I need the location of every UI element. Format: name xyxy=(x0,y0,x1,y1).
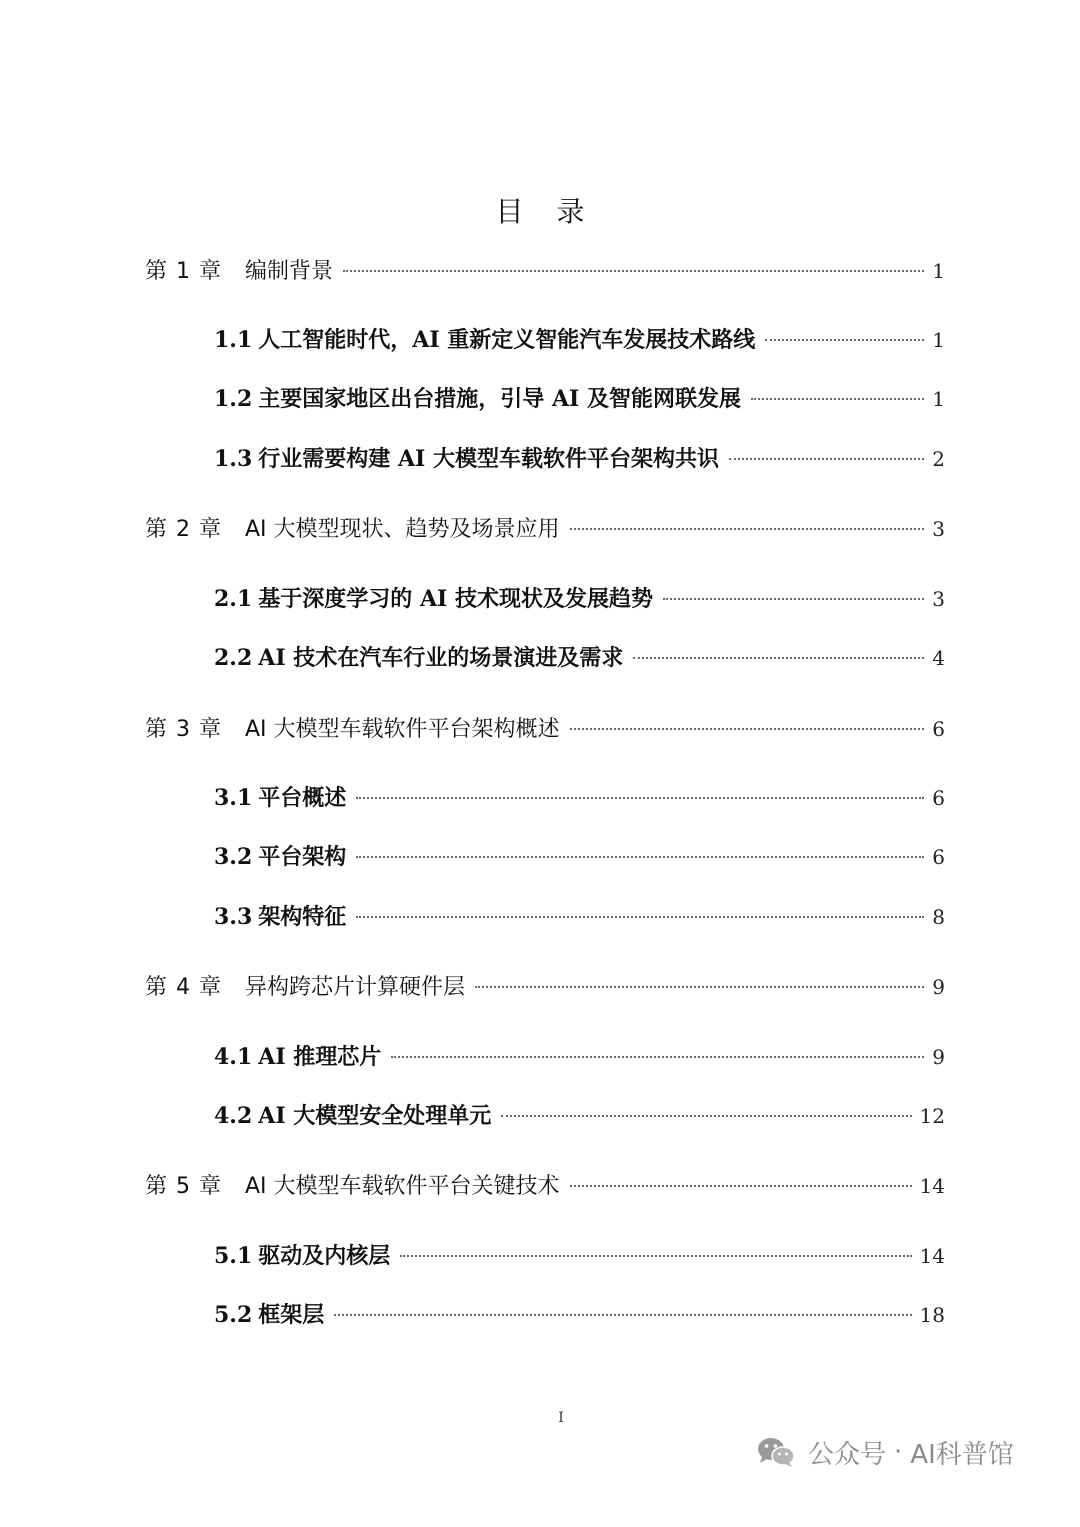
section-title: 行业需要构建 AI 大模型车载软件平台架构共识 xyxy=(258,446,719,472)
dot-leader xyxy=(356,916,924,918)
section-title: 平台概述 xyxy=(258,785,347,811)
dot-leader xyxy=(391,1056,924,1058)
watermark-account-name: AI科普馆 xyxy=(910,1439,1014,1470)
dot-leader xyxy=(570,728,925,730)
page-number: 1 xyxy=(932,387,945,411)
toc-chapter-3[interactable] xyxy=(145,711,945,747)
section-title: 人工智能时代，AI 重新定义智能汽车发展技术路线 xyxy=(258,327,756,353)
dot-leader xyxy=(751,398,924,400)
dot-leader xyxy=(570,528,925,530)
chapter-number: 第 4 章 xyxy=(145,975,222,1000)
chapter-number: 第 1 章 xyxy=(145,259,222,284)
chapter-title: AI 大模型现状、趋势及场景应用 xyxy=(245,517,560,542)
chapter-number: 第 3 章 xyxy=(145,717,222,742)
dot-leader xyxy=(475,986,924,988)
toc-section-4-2[interactable] xyxy=(214,1098,945,1134)
section-title: 框架层 xyxy=(258,1302,325,1328)
dot-leader xyxy=(356,856,924,858)
toc-chapter-2[interactable] xyxy=(145,511,945,547)
section-number: 4.2 xyxy=(214,1103,253,1129)
toc-chapter-1[interactable] xyxy=(145,253,945,289)
dot-leader xyxy=(729,458,924,460)
toc-section-3-3[interactable] xyxy=(214,899,945,935)
toc-section-1-3[interactable] xyxy=(214,441,945,477)
toc-section-2-2[interactable] xyxy=(214,640,945,676)
chapter-title: AI 大模型车载软件平台关键技术 xyxy=(245,1174,560,1199)
dot-leader xyxy=(663,598,924,600)
page-number: 14 xyxy=(919,1174,945,1198)
section-number: 5.1 xyxy=(214,1243,253,1269)
section-title: AI 推理芯片 xyxy=(258,1044,382,1070)
section-number: 1.3 xyxy=(214,446,253,472)
toc-section-3-1[interactable] xyxy=(214,780,945,816)
dot-leader xyxy=(334,1314,911,1316)
watermark xyxy=(756,1432,1014,1472)
section-number: 1.2 xyxy=(214,386,253,412)
page-number: 4 xyxy=(932,646,945,670)
page-number: 6 xyxy=(932,786,945,810)
section-number: 5.2 xyxy=(214,1302,253,1328)
chapter-title: 异构跨芯片计算硬件层 xyxy=(245,975,466,1000)
section-title: 驱动及内核层 xyxy=(258,1243,391,1269)
dot-leader xyxy=(343,270,924,272)
dot-leader xyxy=(400,1255,911,1257)
toc-section-5-1[interactable] xyxy=(214,1238,945,1274)
section-number: 4.1 xyxy=(214,1044,253,1070)
wechat-icon xyxy=(756,1436,796,1468)
toc-chapter-5[interactable] xyxy=(145,1168,945,1204)
dot-leader xyxy=(633,657,924,659)
page-number: 8 xyxy=(932,905,945,929)
dot-leader xyxy=(501,1115,911,1117)
toc-chapter-4[interactable] xyxy=(145,969,945,1005)
toc-section-4-1[interactable] xyxy=(214,1039,945,1075)
section-number: 2.2 xyxy=(214,645,253,671)
section-title: AI 技术在汽车行业的场景演进及需求 xyxy=(258,645,624,671)
dot-leader xyxy=(570,1185,912,1187)
section-number: 3.1 xyxy=(214,785,253,811)
watermark-separator: · xyxy=(894,1437,903,1467)
page-number: 18 xyxy=(919,1303,945,1327)
page-number: 12 xyxy=(919,1104,945,1128)
chapter-title: 编制背景 xyxy=(245,259,334,284)
toc-section-1-2[interactable] xyxy=(214,381,945,417)
page-title: 目 录 xyxy=(495,195,597,228)
toc-section-5-2[interactable] xyxy=(214,1297,945,1333)
section-title: 架构特征 xyxy=(258,904,347,930)
section-title: 基于深度学习的 AI 技术现状及发展趋势 xyxy=(258,586,653,612)
dot-leader xyxy=(765,339,924,341)
page-number: 3 xyxy=(932,587,945,611)
page-number: 2 xyxy=(932,447,945,471)
page-number: 6 xyxy=(932,845,945,869)
page-number: 1 xyxy=(932,259,945,283)
page-number: 1 xyxy=(932,328,945,352)
page-number: 9 xyxy=(932,975,945,999)
section-title: AI 大模型安全处理单元 xyxy=(258,1103,492,1129)
section-number: 1.1 xyxy=(214,327,253,353)
watermark-account-type: 公众号 xyxy=(808,1439,887,1470)
chapter-title: AI 大模型车载软件平台架构概述 xyxy=(245,717,560,742)
toc-section-2-1[interactable] xyxy=(214,581,945,617)
page-number: 6 xyxy=(932,717,945,741)
section-number: 3.3 xyxy=(214,904,253,930)
chapter-number: 第 5 章 xyxy=(145,1174,222,1199)
toc-section-1-1[interactable] xyxy=(214,322,945,358)
page-number: 3 xyxy=(932,517,945,541)
section-number: 3.2 xyxy=(214,844,253,870)
footer-page-number: I xyxy=(558,1410,564,1426)
dot-leader xyxy=(356,797,924,799)
section-title: 平台架构 xyxy=(258,844,347,870)
page-number: 9 xyxy=(932,1045,945,1069)
section-number: 2.1 xyxy=(214,586,253,612)
page-number: 14 xyxy=(919,1244,945,1268)
chapter-number: 第 2 章 xyxy=(145,517,222,542)
toc-section-3-2[interactable] xyxy=(214,839,945,875)
section-title: 主要国家地区出台措施，引导 AI 及智能网联发展 xyxy=(258,386,741,412)
